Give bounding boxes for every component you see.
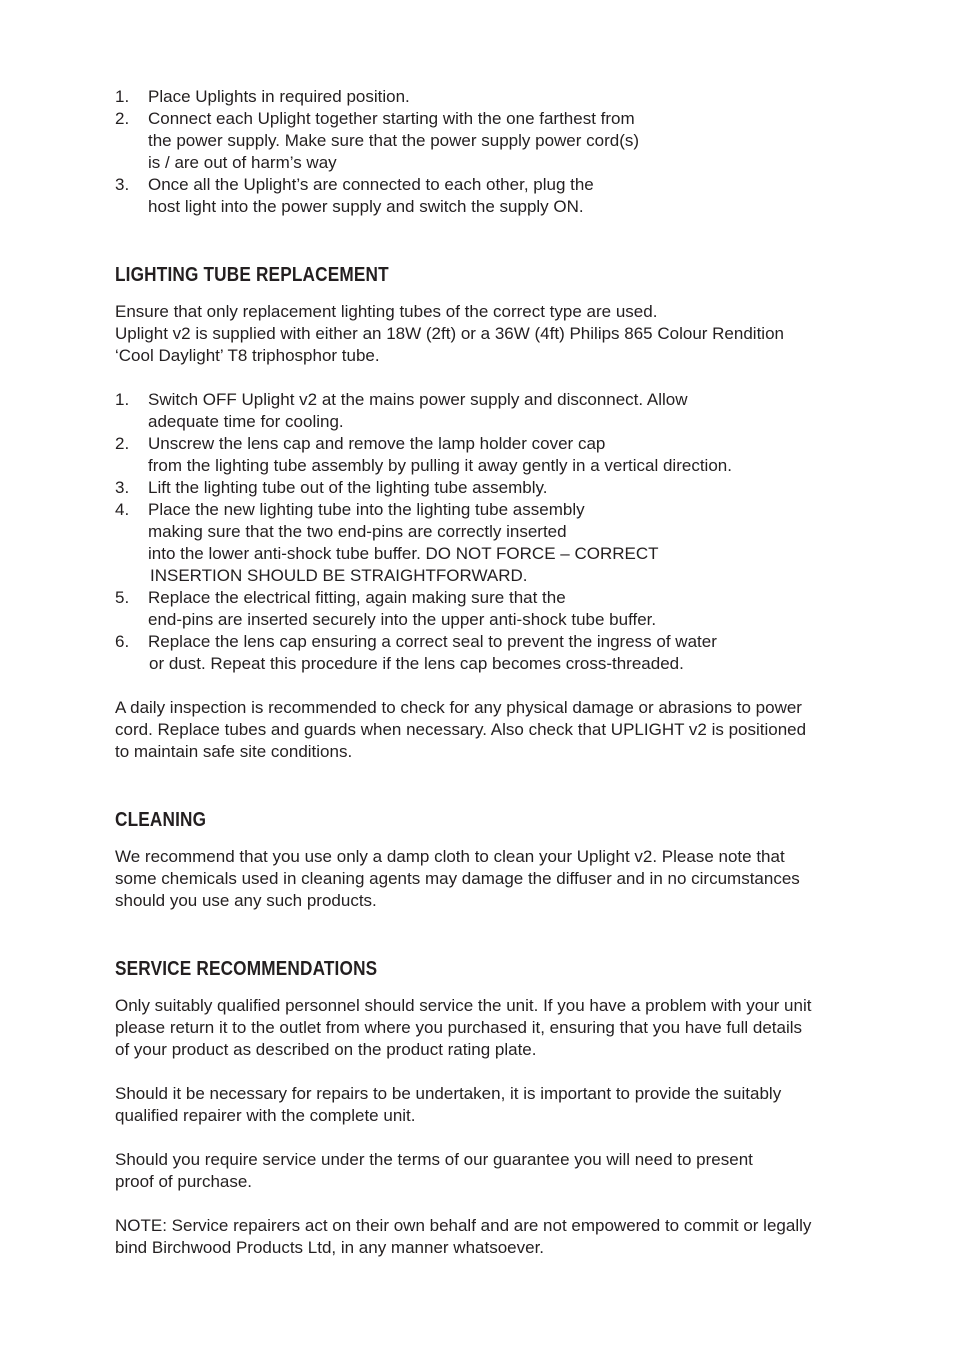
step-text: Place Uplights in required position. xyxy=(148,87,410,106)
step-text: adequate time for cooling. xyxy=(148,412,344,431)
service-paragraph xyxy=(115,1083,895,1127)
list-item xyxy=(115,389,895,433)
section-heading-lighting: LIGHTING TUBE REPLACEMENT xyxy=(115,264,389,286)
paragraph-line: please return it to the outlet from where you purchased it, ensuring that you have full details xyxy=(115,1018,803,1037)
lighting-steps-list xyxy=(115,389,895,675)
step-text: Lift the lighting tube out of the lighting tube assembly. xyxy=(148,478,548,497)
paragraph-line: to maintain safe site conditions. xyxy=(115,742,353,761)
step-number: 1. xyxy=(115,390,130,409)
service-paragraph xyxy=(115,995,895,1061)
paragraph-line: ‘Cool Daylight’ T8 triphosphor tube. xyxy=(115,346,380,365)
inspection-paragraph xyxy=(115,697,895,763)
paragraph-line: NOTE: Service repairers act on their own behalf and are not empowered to commit or legally xyxy=(115,1216,812,1235)
paragraph-line: proof of purchase. xyxy=(115,1172,253,1191)
paragraph-line: qualified repairer with the complete unit. xyxy=(115,1106,416,1125)
list-item xyxy=(115,433,895,477)
list-item xyxy=(115,477,895,499)
list-item xyxy=(115,174,895,218)
cleaning-paragraph xyxy=(115,846,895,912)
step-text: making sure that the two end-pins are correctly inserted xyxy=(148,522,567,541)
step-number: 4. xyxy=(115,500,130,519)
list-item xyxy=(115,499,895,587)
paragraph-line: should you use any such products. xyxy=(115,891,377,910)
document-page xyxy=(115,86,895,1259)
paragraph-line: Should it be necessary for repairs to be undertaken, it is important to provide the suitably xyxy=(115,1084,782,1103)
list-item xyxy=(115,631,895,675)
paragraph-line: bind Birchwood Products Ltd, in any manner whatsoever. xyxy=(115,1238,545,1257)
paragraph-line: A daily inspection is recommended to check for any physical damage or abrasions to power xyxy=(115,698,802,717)
service-paragraph xyxy=(115,1149,895,1193)
section-heading-service: SERVICE RECOMMENDATIONS xyxy=(115,958,378,980)
step-text: Place the new lighting tube into the lighting tube assembly xyxy=(148,500,585,519)
step-text: end-pins are inserted securely into the upper anti-shock tube buffer. xyxy=(148,610,657,629)
step-text: or dust. Repeat this procedure if the lens cap becomes cross-threaded. xyxy=(149,654,684,673)
step-number: 3. xyxy=(115,478,130,497)
step-text: INSERTION SHOULD BE STRAIGHTFORWARD. xyxy=(150,566,528,585)
service-note xyxy=(115,1215,895,1259)
step-text: Switch OFF Uplight v2 at the mains power supply and disconnect. Allow xyxy=(148,390,688,409)
step-number: 5. xyxy=(115,588,130,607)
step-text: the power supply. Make sure that the power supply power cord(s) xyxy=(148,131,640,150)
paragraph-line: of your product as described on the product rating plate. xyxy=(115,1040,537,1059)
paragraph-line: We recommend that you use only a damp cloth to clean your Uplight v2. Please note that xyxy=(115,847,785,866)
paragraph-line: cord. Replace tubes and guards when necessary. Also check that UPLIGHT v2 is positioned xyxy=(115,720,807,739)
step-text: into the lower anti-shock tube buffer. DO NOT FORCE – CORRECT xyxy=(148,544,659,563)
list-item xyxy=(115,587,895,631)
intro-steps-list xyxy=(115,86,895,218)
paragraph-line: Only suitably qualified personnel should service the unit. If you have a problem with your unit xyxy=(115,996,812,1015)
step-text: Connect each Uplight together starting with the one farthest from xyxy=(148,109,635,128)
list-item xyxy=(115,108,895,174)
step-text: Replace the electrical fitting, again making sure that the xyxy=(148,588,566,607)
step-number: 2. xyxy=(115,109,130,128)
list-item xyxy=(115,86,895,108)
paragraph-line: Ensure that only replacement lighting tubes of the correct type are used. xyxy=(115,302,658,321)
lighting-intro xyxy=(115,301,895,367)
step-text: from the lighting tube assembly by pulling it away gently in a vertical direction. xyxy=(148,456,732,475)
step-text: Replace the lens cap ensuring a correct seal to prevent the ingress of water xyxy=(148,632,717,651)
step-number: 3. xyxy=(115,175,130,194)
paragraph-line: Should you require service under the terms of our guarantee you will need to present xyxy=(115,1150,753,1169)
step-text: host light into the power supply and switch the supply ON. xyxy=(148,197,584,216)
paragraph-line: some chemicals used in cleaning agents may damage the diffuser and in no circumstances xyxy=(115,869,800,888)
step-number: 2. xyxy=(115,434,130,453)
section-heading-cleaning: CLEANING xyxy=(115,809,207,831)
paragraph-line: Uplight v2 is supplied with either an 18W (2ft) or a 36W (4ft) Philips 865 Colour Rendition xyxy=(115,324,784,343)
step-text: is / are out of harm’s way xyxy=(148,153,337,172)
step-text: Unscrew the lens cap and remove the lamp holder cover cap xyxy=(148,434,606,453)
step-number: 6. xyxy=(115,632,130,651)
step-text: Once all the Uplight’s are connected to each other, plug the xyxy=(148,175,594,194)
step-number: 1. xyxy=(115,87,130,106)
